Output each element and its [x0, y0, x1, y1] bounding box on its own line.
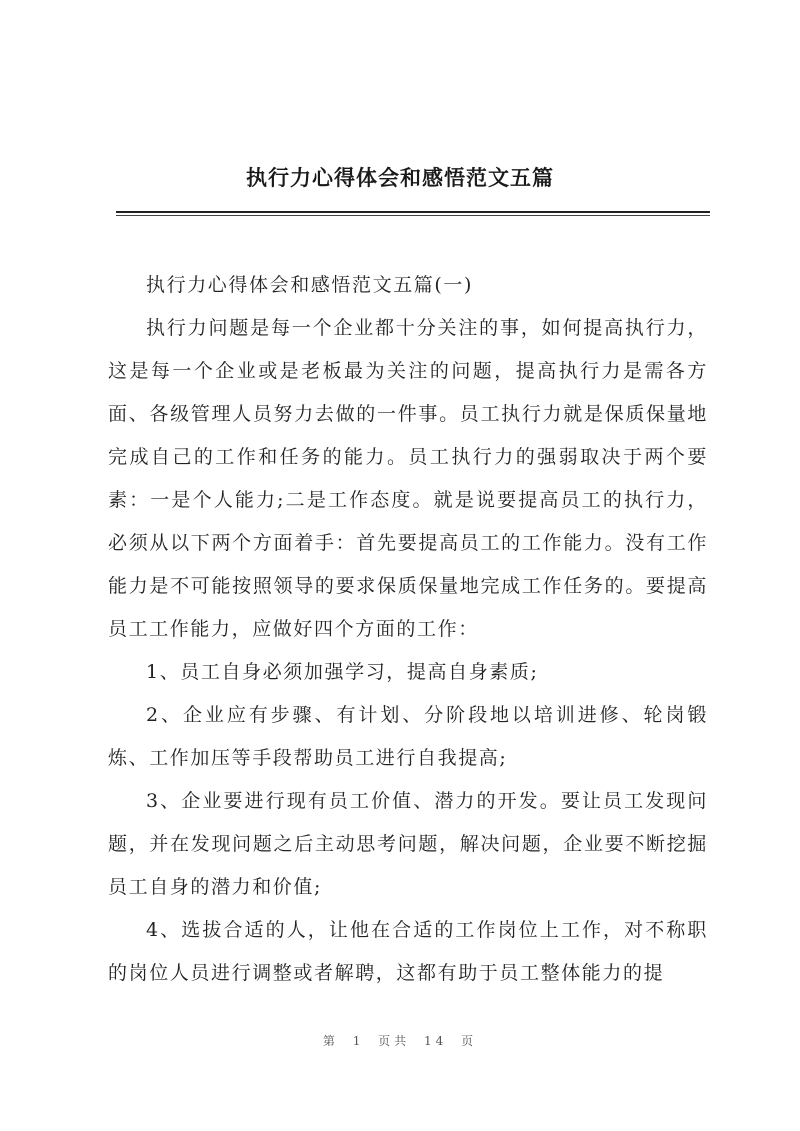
- list-item-4: 4、选拔合适的人，让他在合适的工作岗位上工作，对不称职的岗位人员进行调整或者解聘，这都有助于员工整体能力的提: [108, 919, 708, 984]
- paragraph: 执行力问题是每一个企业都十分关注的事，如何提高执行力，这是每一个企业或是老板最为关注的问题，提高执行力是需各方面、各级管理人员努力去做的一件事。员工执行力就是保质保量地完成自己的工作和任务的能力。员工执行力的强弱取决于两个要素：一是个人能力;二是工作态度。就是说要提高员工的执行力，必须从以下两个方面着手：首先要提高员工的工作能力。没有工作能力是不可能按照领导的要求保质保量地完成工作任务的。要提高员工工作能力，应做好四个方面的工作：: [108, 317, 708, 640]
- document-title: 执行力心得体会和感悟范文五篇: [246, 165, 554, 190]
- page-footer: 第 1 页共 14 页: [322, 1034, 478, 1048]
- list-item-1: 1、员工自身必须加强学习，提高自身素质;: [146, 661, 539, 683]
- section-heading: 执行力心得体会和感悟范文五篇(一): [146, 274, 474, 296]
- list-item-3: 3、企业要进行现有员工价值、潜力的开发。要让员工发现问题，并在发现问题之后主动思考问题，解决问题，企业要不断挖掘员工自身的潜力和价值;: [108, 790, 708, 898]
- list-item-2: 2、企业应有步骤、有计划、分阶段地以培训进修、轮岗锻炼、工作加压等手段帮助员工进行自我提高;: [108, 704, 708, 769]
- document-body: [108, 264, 708, 995]
- title-underline-thin: [116, 215, 710, 216]
- title-underline: [116, 211, 710, 213]
